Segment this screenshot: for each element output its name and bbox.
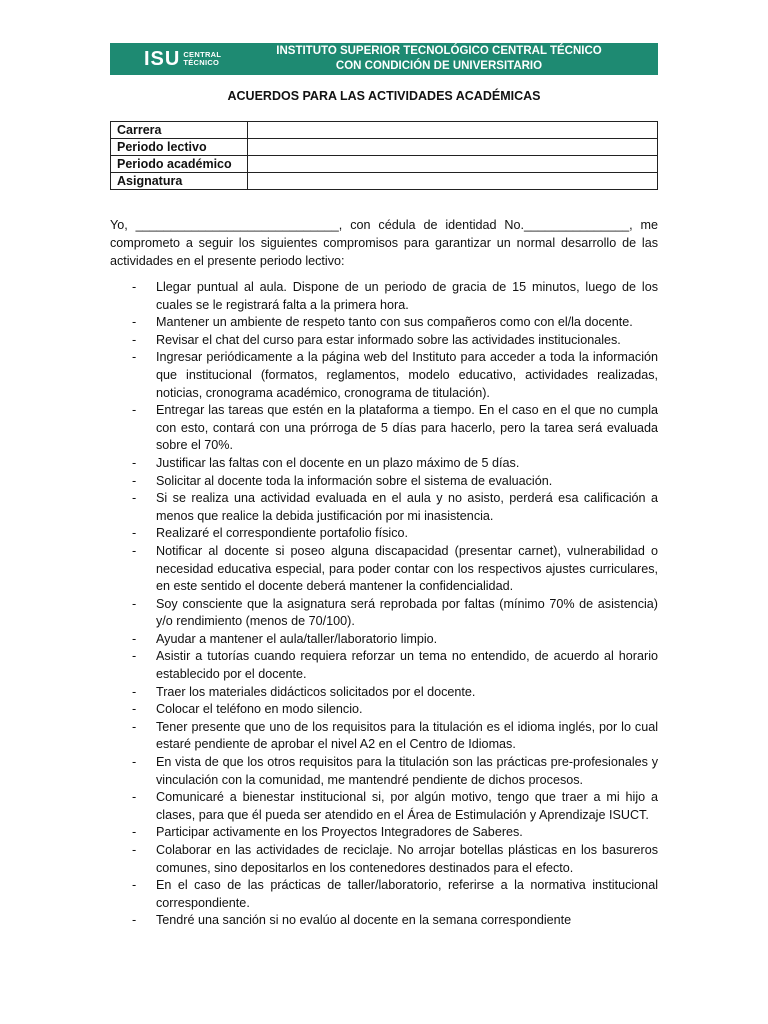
- logo-subtext: [183, 51, 221, 67]
- list-item: [110, 543, 658, 596]
- bullet-dash: -: [132, 315, 137, 330]
- logo-line2: TÉCNICO: [183, 58, 220, 67]
- list-item: [110, 314, 658, 332]
- institution-name-line2: CON CONDICIÓN DE UNIVERSITARIO: [335, 60, 543, 72]
- list-item: [110, 525, 658, 543]
- bullet-dash: -: [132, 332, 137, 347]
- list-item: [110, 754, 658, 789]
- row-value-asignatura: [248, 173, 658, 190]
- list-item-text: Participar activamente en los Proyectos Integradores de Saberes.: [156, 825, 523, 840]
- list-item: [110, 701, 658, 719]
- list-item-text: Traer los materiales didácticos solicitados por el docente.: [156, 684, 476, 699]
- info-table: [110, 121, 658, 190]
- row-label-periodo-academico: Periodo académico: [111, 156, 248, 173]
- list-item-text: Si se realiza una actividad evaluada en el aula y no asisto, perderá esa calificación a menos que realice la debida justificación por mi inasistencia.: [156, 491, 658, 523]
- row-label-periodo-lectivo: Periodo lectivo: [111, 139, 248, 156]
- list-item: [110, 349, 658, 402]
- bullet-dash: -: [132, 403, 137, 418]
- table-row: [111, 122, 658, 139]
- list-item-text: Solicitar al docente toda la información sobre el sistema de evaluación.: [156, 473, 553, 488]
- list-item: [110, 842, 658, 877]
- list-item: [110, 631, 658, 649]
- list-item-text: Tener presente que uno de los requisitos para la titulación es el idioma inglés, por lo cual estaré pendiente de aprobar el nivel A2 en el Centro de Idiomas.: [156, 719, 658, 752]
- list-item: [110, 596, 658, 631]
- list-item-text: Colaborar en las actividades de reciclaje. No arrojar botellas plásticas en los basureros comunes, sino depositarlos en los contenedores destinados para el efecto.: [156, 843, 658, 875]
- row-value-carrera: [248, 122, 658, 139]
- list-item: [110, 455, 658, 473]
- institution-header: [110, 43, 658, 75]
- list-item-text: Llegar puntual al aula. Dispone de un periodo de gracia de 15 minutos, luego de los cuales se le registrará falta a la primera hora.: [156, 280, 658, 312]
- list-item: [110, 332, 658, 350]
- bullet-dash: -: [132, 596, 137, 611]
- bullet-dash: -: [132, 350, 137, 365]
- table-row: [111, 139, 658, 156]
- bullet-dash: -: [132, 825, 137, 840]
- list-item: [110, 648, 658, 683]
- bullet-dash: -: [132, 280, 137, 294]
- bullet-dash: -: [132, 719, 137, 734]
- bullet-dash: -: [132, 684, 137, 699]
- list-item-text: Mantener un ambiente de respeto tanto con sus compañeros como con el/la docente.: [156, 315, 633, 330]
- list-item-text: Realizaré el correspondiente portafolio físico.: [156, 526, 409, 541]
- list-item: [110, 877, 658, 912]
- institution-name: [250, 44, 658, 74]
- bullet-dash: -: [132, 755, 137, 770]
- bullet-dash: -: [132, 843, 137, 857]
- logo-line1: CENTRAL: [183, 50, 222, 59]
- list-item-text: Soy consciente que la asignatura será reprobada por faltas (mínimo 70% de asistencia) y/o rendimiento (menos de 70/100).: [156, 596, 658, 629]
- row-label-carrera: Carrera: [111, 122, 248, 139]
- list-item: [110, 473, 658, 491]
- bullet-dash: -: [132, 455, 137, 470]
- commitment-intro: Yo, _____________________________, con cédula de identidad No._______________, me comprometo a seguir los siguientes compromisos para garantizar un normal desarrollo de las actividades en el presente periodo lectivo:: [110, 218, 658, 268]
- list-item: [110, 719, 658, 754]
- list-item-text: Asistir a tutorías cuando requiera reforzar un tema no entendido, de acuerdo al horario establecido por el docente.: [156, 649, 658, 682]
- bullet-dash: -: [132, 543, 137, 558]
- list-item-text: En el caso de las prácticas de taller/laboratorio, referirse a la normativa institucional correspondiente.: [156, 878, 658, 910]
- bullet-dash: -: [132, 790, 137, 805]
- list-item: [110, 824, 658, 842]
- bullet-dash: -: [132, 913, 137, 928]
- list-item-text: En vista de que los otros requisitos para la titulación son las prácticas pre-profesionales y vinculación con la comunidad, me mantendré pendiente de dichos procesos.: [156, 755, 658, 787]
- row-value-periodo-academico: [248, 156, 658, 173]
- list-item-text: Ayudar a mantener el aula/taller/laboratorio limpio.: [156, 631, 438, 646]
- list-item: [110, 789, 658, 824]
- list-item-text: Ingresar periódicamente a la página web del Instituto para acceder a toda la información que institucional (formatos, reglamentos, modelo educativo, actividades realizadas, noticias, cronograma académico, cronograma de titulación).: [156, 350, 658, 400]
- bullet-dash: -: [132, 526, 137, 541]
- list-item-text: Notificar al docente si poseo alguna discapacidad (presentar carnet), vulnerabilidad o necesidad educativa especial, para poder contar con los respectivos ajustes curriculares, en este sentido el docente deberá mantener la confidencialidad.: [156, 543, 658, 594]
- bullet-dash: -: [132, 631, 137, 646]
- list-item-text: Tendré una sanción si no evalúo al docente en la semana correspondiente: [156, 913, 572, 928]
- list-item-text: Colocar el teléfono en modo silencio.: [156, 702, 363, 717]
- row-label-asignatura: Asignatura: [111, 173, 248, 190]
- institution-logo: [110, 43, 250, 75]
- list-item: [110, 912, 658, 930]
- list-item-text: Comunicaré a bienestar institucional si, por algún motivo, tengo que traer a mi hijo a clases, para que él pueda ser atendido en el Área de Estimulación y Aprendizaje ISUCT.: [156, 790, 658, 822]
- logo-main-text: ISU: [144, 48, 181, 70]
- list-item: [110, 490, 658, 525]
- bullet-dash: -: [132, 702, 137, 717]
- bullet-dash: -: [132, 878, 137, 893]
- list-item-text: Justificar las faltas con el docente en un plazo máximo de 5 días.: [156, 455, 520, 470]
- list-item: [110, 684, 658, 702]
- table-row: [111, 156, 658, 173]
- bullet-dash: -: [132, 491, 137, 506]
- list-item-text: Revisar el chat del curso para estar informado sobre las actividades institucionales.: [156, 332, 621, 347]
- bullet-dash: -: [132, 649, 137, 664]
- list-item: [110, 279, 658, 314]
- bullet-dash: -: [132, 473, 137, 488]
- table-row: [111, 173, 658, 190]
- document-title: ACUERDOS PARA LAS ACTIVIDADES ACADÉMICAS: [227, 89, 541, 103]
- row-value-periodo-lectivo: [248, 139, 658, 156]
- institution-name-line1: INSTITUTO SUPERIOR TECNOLÓGICO CENTRAL TÉCNICO: [276, 45, 602, 57]
- commitments-list: [110, 279, 658, 930]
- list-item-text: Entregar las tareas que estén en la plataforma a tiempo. En el caso en el que no cumpla con esto, contará con una prórroga de 5 días para hacerlo, pero la tarea será evaluada sobre el 70%.: [156, 403, 658, 453]
- list-item: [110, 402, 658, 455]
